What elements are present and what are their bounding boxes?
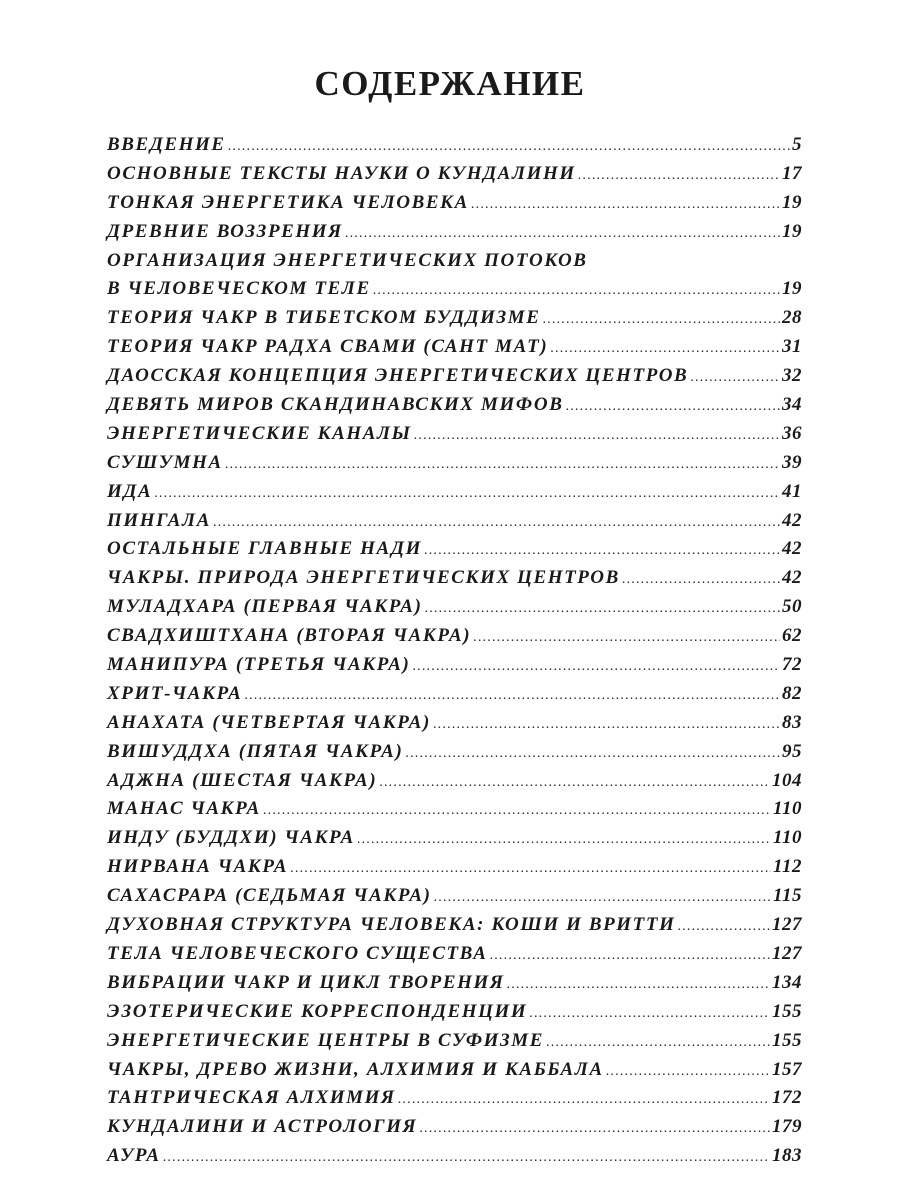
- toc-entry-page-number: 50: [782, 596, 802, 618]
- dot-leader: [690, 362, 780, 393]
- toc-entry: [107, 651, 802, 680]
- toc-entry-page-number: 17: [782, 162, 802, 184]
- dot-leader: [163, 1142, 770, 1173]
- toc-entry-page-number: 95: [782, 740, 802, 762]
- toc-entry-title: ИДА: [107, 480, 153, 502]
- toc-entry: [107, 535, 802, 564]
- toc-entry-page-number: 19: [782, 220, 802, 242]
- toc-entry-page-number: 127: [772, 942, 802, 964]
- dot-leader: [357, 824, 771, 855]
- toc-entry-page-number: 155: [772, 1029, 802, 1051]
- toc-entry-page-number: 82: [782, 682, 802, 704]
- dot-leader: [290, 853, 771, 884]
- toc-entry: [107, 1056, 802, 1085]
- page-title: СОДЕРЖАНИЕ: [314, 64, 586, 103]
- toc-entry: [107, 275, 802, 304]
- toc-entry-title: НИРВАНА ЧАКРА: [107, 856, 289, 878]
- dot-leader: [434, 882, 771, 913]
- toc-entry-page-number: 104: [772, 769, 802, 791]
- toc-entry-page-number: 134: [772, 971, 802, 993]
- toc-entry-page-number: 179: [772, 1116, 802, 1138]
- toc-entry: [107, 824, 802, 853]
- toc-entry-title: ПИНГАЛА: [107, 509, 211, 531]
- dot-leader: [550, 333, 780, 364]
- table-of-contents: [107, 131, 802, 1171]
- toc-entry-title: ОСТАЛЬНЫЕ ГЛАВНЫЕ НАДИ: [107, 538, 423, 560]
- toc-entry-title: ВИБРАЦИИ ЧАКР И ЦИКЛ ТВОРЕНИЯ: [107, 971, 505, 993]
- toc-entry: [107, 420, 802, 449]
- dot-leader: [473, 622, 780, 653]
- toc-entry-title: ОСНОВНЫЕ ТЕКСТЫ НАУКИ О КУНДАЛИНИ: [107, 162, 576, 184]
- toc-entry-page-number: 41: [782, 480, 802, 502]
- dot-leader: [433, 709, 780, 740]
- toc-entry-page-number: 31: [782, 336, 802, 358]
- toc-entry: [107, 1142, 802, 1171]
- toc-entry-title: ДАОССКАЯ КОНЦЕПЦИЯ ЭНЕРГЕТИЧЕСКИХ ЦЕНТРОВ: [107, 365, 689, 387]
- toc-entry-page-number: 62: [782, 625, 802, 647]
- dot-leader: [213, 507, 780, 538]
- toc-entry: [107, 1084, 802, 1113]
- toc-entry: [107, 940, 802, 969]
- dot-leader: [542, 304, 780, 335]
- dot-leader: [529, 998, 770, 1029]
- toc-entry-title: ВВЕДЕНИЕ: [107, 134, 226, 155]
- dot-leader: [471, 189, 780, 220]
- dot-leader: [566, 391, 780, 422]
- dot-leader: [263, 795, 771, 826]
- toc-entry-title: ЭНЕРГЕТИЧЕСКИЕ ЦЕНТРЫ В СУФИЗМЕ: [107, 1029, 545, 1051]
- toc-entry: [107, 622, 802, 651]
- dot-leader: [228, 131, 790, 162]
- toc-entry-page-number: 42: [782, 509, 802, 531]
- toc-entry-title: ИНДУ (БУДДХИ) ЧАКРА: [107, 827, 355, 849]
- toc-entry: [107, 362, 802, 391]
- toc-entry: [107, 449, 802, 478]
- toc-entry-page-number: 83: [782, 711, 802, 733]
- dot-leader: [345, 218, 780, 249]
- toc-entry-title: КУНДАЛИНИ И АСТРОЛОГИЯ: [107, 1116, 418, 1138]
- toc-entry-title: ЭНЕРГЕТИЧЕСКИЕ КАНАЛЫ: [107, 422, 412, 444]
- toc-entry: [107, 709, 802, 738]
- toc-entry: [107, 593, 802, 622]
- toc-entry-title: ЧАКРЫ. ПРИРОДА ЭНЕРГЕТИЧЕСКИХ ЦЕНТРОВ: [107, 567, 620, 589]
- toc-entry-title: ТАНТРИЧЕСКАЯ АЛХИМИЯ: [107, 1087, 396, 1109]
- toc-entry-page-number: 127: [772, 914, 802, 936]
- toc-entry: [107, 911, 802, 940]
- toc-entry-title: СВАДХИШТХАНА (ВТОРАЯ ЧАКРА): [107, 625, 472, 647]
- dot-leader: [419, 1113, 770, 1144]
- toc-entry-page-number: 72: [782, 654, 802, 676]
- toc-entry: [107, 160, 802, 189]
- toc-entry-title: ДРЕВНИЕ ВОЗЗРЕНИЯ: [107, 220, 343, 242]
- toc-entry-title: ХРИТ-ЧАКРА: [107, 682, 243, 704]
- dot-leader: [412, 651, 780, 682]
- toc-entry: [107, 998, 802, 1027]
- toc-entry-page-number: 110: [773, 827, 802, 849]
- toc-entry-page-number: 115: [773, 885, 802, 907]
- toc-entry-title: АУРА: [107, 1145, 161, 1167]
- toc-entry-page-number: 28: [782, 307, 802, 329]
- dot-leader: [578, 160, 780, 191]
- toc-entry-title: МАНАС ЧАКРА: [107, 798, 261, 820]
- toc-entry: [107, 680, 802, 709]
- toc-entry-title: ДУХОВНАЯ СТРУКТУРА ЧЕЛОВЕКА: КОШИ И ВРИТТИ: [107, 914, 676, 936]
- toc-entry-title: ЧАКРЫ, ДРЕВО ЖИЗНИ, АЛХИМИЯ И КАББАЛА: [107, 1058, 604, 1080]
- toc-entry-title: ТОНКАЯ ЭНЕРГЕТИКА ЧЕЛОВЕКА: [107, 191, 469, 213]
- dot-leader: [405, 738, 780, 769]
- toc-entry-page-number: 32: [782, 365, 802, 387]
- toc-entry-page-number: 19: [782, 191, 802, 213]
- toc-entry: [107, 564, 802, 593]
- dot-leader: [546, 1027, 770, 1058]
- dot-leader: [425, 593, 781, 624]
- toc-entry-title: САХАСРАРА (СЕДЬМАЯ ЧАКРА): [107, 885, 432, 907]
- toc-entry-page-number: 19: [782, 278, 802, 300]
- toc-entry-title: МАНИПУРА (ТРЕТЬЯ ЧАКРА): [107, 654, 411, 676]
- toc-entry-page-number: 5: [792, 134, 802, 155]
- toc-entry-title: АНАХАТА (ЧЕТВЕРТАЯ ЧАКРА): [107, 711, 431, 733]
- toc-entry-page-number: 172: [772, 1087, 802, 1109]
- toc-entry-title: В ЧЕЛОВЕЧЕСКОМ ТЕЛЕ: [107, 278, 371, 300]
- toc-entry-page-number: 155: [772, 1000, 802, 1022]
- toc-entry-page-number: 34: [782, 394, 802, 416]
- toc-entry-title: ЭЗОТЕРИЧЕСКИЕ КОРРЕСПОНДЕНЦИИ: [107, 1000, 528, 1022]
- toc-entry: [107, 1027, 802, 1056]
- toc-entry-page-number: 36: [782, 422, 802, 444]
- toc-entry-page-number: 42: [782, 538, 802, 560]
- toc-entry-title: ОРГАНИЗАЦИЯ ЭНЕРГЕТИЧЕСКИХ ПОТОКОВ: [107, 249, 588, 271]
- dot-leader: [244, 680, 780, 711]
- toc-entry-page-number: 42: [782, 567, 802, 589]
- toc-entry: [107, 247, 802, 276]
- toc-entry-title: СУШУМНА: [107, 451, 223, 473]
- toc-entry: [107, 882, 802, 911]
- toc-entry-page-number: 112: [773, 856, 802, 878]
- dot-leader: [154, 478, 780, 509]
- toc-entry: [107, 333, 802, 362]
- dot-leader: [606, 1056, 770, 1087]
- toc-entry: [107, 853, 802, 882]
- toc-entry-title: ДЕВЯТЬ МИРОВ СКАНДИНАВСКИХ МИФОВ: [107, 394, 564, 416]
- toc-entry-title: ТЕОРИЯ ЧАКР В ТИБЕТСКОМ БУДДИЗМЕ: [107, 307, 541, 329]
- toc-entry: [107, 738, 802, 767]
- dot-leader: [373, 275, 780, 306]
- dot-leader: [677, 911, 770, 942]
- toc-entry: [107, 478, 802, 507]
- dot-leader: [490, 940, 770, 971]
- toc-entry-title: ВИШУДДХА (ПЯТАЯ ЧАКРА): [107, 740, 404, 762]
- toc-entry-page-number: 157: [772, 1058, 802, 1080]
- dot-leader: [424, 535, 780, 566]
- dot-leader: [507, 969, 770, 1000]
- toc-entry-title: МУЛАДХАРА (ПЕРВАЯ ЧАКРА): [107, 596, 423, 618]
- toc-entry: [107, 304, 802, 333]
- toc-entry-page-number: 39: [782, 451, 802, 473]
- dot-leader: [414, 420, 780, 451]
- toc-entry-title: АДЖНА (ШЕСТАЯ ЧАКРА): [107, 769, 378, 791]
- toc-entry-page-number: 110: [773, 798, 802, 820]
- toc-entry: [107, 969, 802, 998]
- toc-entry: [107, 795, 802, 824]
- toc-entry-page-number: 183: [772, 1145, 802, 1167]
- toc-entry: [107, 131, 802, 160]
- dot-leader: [225, 449, 780, 480]
- toc-entry: [107, 1113, 802, 1142]
- dot-leader: [379, 767, 770, 798]
- toc-entry: [107, 767, 802, 796]
- toc-entry-title: ТЕЛА ЧЕЛОВЕЧЕСКОГО СУЩЕСТВА: [107, 942, 488, 964]
- toc-entry: [107, 218, 802, 247]
- toc-entry: [107, 391, 802, 420]
- toc-entry: [107, 507, 802, 536]
- dot-leader: [398, 1084, 770, 1115]
- dot-leader: [622, 564, 780, 595]
- toc-entry: [107, 189, 802, 218]
- toc-entry-title: ТЕОРИЯ ЧАКР РАДХА СВАМИ (САНТ МАТ): [107, 336, 549, 358]
